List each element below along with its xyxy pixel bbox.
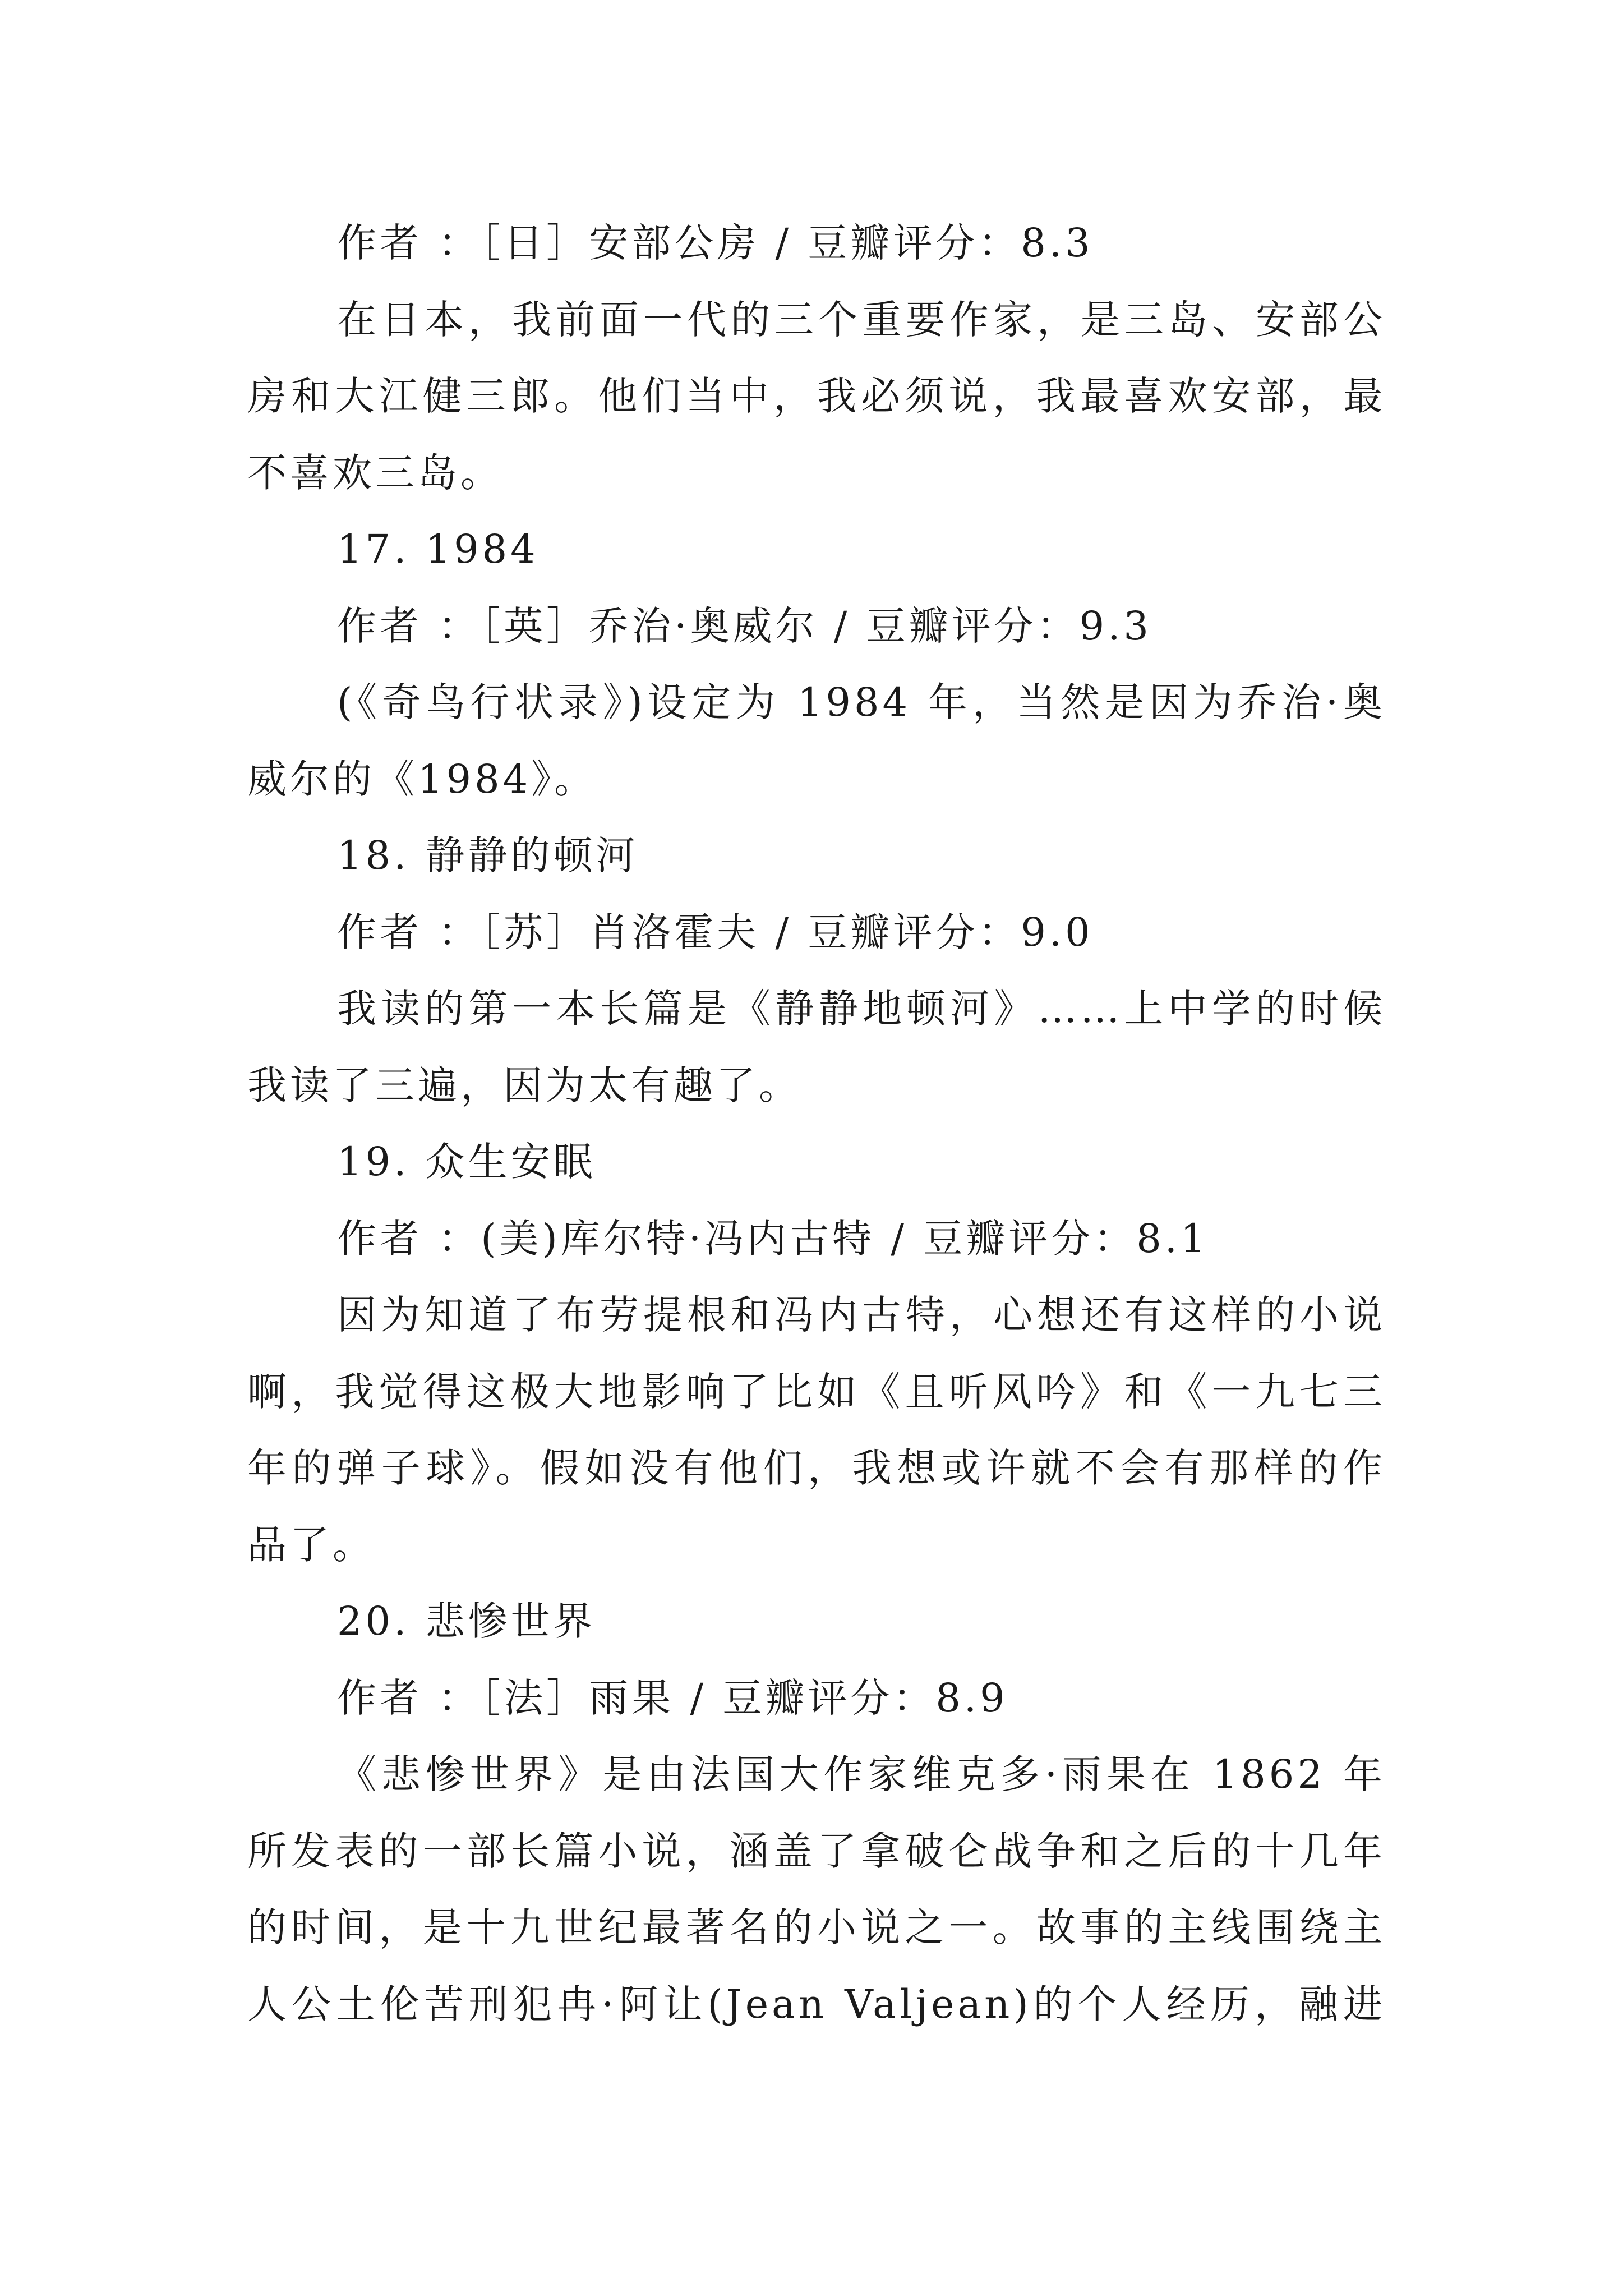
author-line-1: 作者 ：［日］安部公房 / 豆瓣评分：8.3 bbox=[337, 220, 1094, 266]
book-heading-20: 20. 悲惨世界 bbox=[337, 1598, 596, 1644]
document-body bbox=[247, 205, 1386, 2042]
author-line-18: 作者 ：［苏］肖洛霍夫 / 豆瓣评分：9.0 bbox=[337, 909, 1094, 955]
paragraph-line: 品了。 bbox=[247, 1521, 375, 1568]
paragraph-line: (《奇鸟行状录》)设定为 1984 年，当然是因为乔治·奥 bbox=[337, 679, 1386, 725]
paragraph-line: 在日本，我前面一代的三个重要作家，是三岛、安部公 bbox=[337, 296, 1386, 343]
paragraph-line: 房和大江健三郎。他们当中，我必须说，我最喜欢安部，最 bbox=[247, 373, 1386, 419]
author-line-20: 作者 ：［法］雨果 / 豆瓣评分：8.9 bbox=[337, 1674, 1008, 1721]
book-heading-17: 17. 1984 bbox=[337, 526, 539, 572]
book-heading-19: 19. 众生安眠 bbox=[337, 1139, 596, 1185]
author-line-19: 作者 ：(美)库尔特·冯内古特 / 豆瓣评分：8.1 bbox=[337, 1215, 1209, 1262]
paragraph-line: 因为知道了布劳提根和冯内古特，心想还有这样的小说 bbox=[337, 1292, 1386, 1338]
paragraph-line: 不喜欢三岛。 bbox=[247, 449, 503, 496]
paragraph-line: 人公土伦苦刑犯冉·阿让(Jean Valjean)的个人经历，融进 bbox=[247, 1981, 1386, 2027]
author-line-17: 作者 ：［英］乔治·奥威尔 / 豆瓣评分：9.3 bbox=[337, 602, 1152, 649]
book-heading-18: 18. 静静的顿河 bbox=[337, 832, 639, 878]
paragraph-line: 年的弹子球》。假如没有他们，我想或许就不会有那样的作 bbox=[247, 1445, 1386, 1491]
paragraph-line: 所发表的一部长篇小说，涵盖了拿破仑战争和之后的十几年 bbox=[247, 1828, 1386, 1874]
paragraph-line: 《悲惨世界》是由法国大作家维克多·雨果在 1862 年 bbox=[337, 1751, 1386, 1797]
paragraph-line: 我读了三遍，因为太有趣了。 bbox=[247, 1062, 801, 1108]
paragraph-line: 我读的第一本长篇是《静静地顿河》……上中学的时候 bbox=[337, 986, 1386, 1032]
paragraph-line: 啊，我觉得这极大地影响了比如《且听风吟》和《一九七三 bbox=[247, 1368, 1386, 1415]
paragraph-line: 的时间，是十九世纪最著名的小说之一。故事的主线围绕主 bbox=[247, 1904, 1386, 1950]
paragraph-line: 威尔的《1984》。 bbox=[247, 756, 597, 802]
